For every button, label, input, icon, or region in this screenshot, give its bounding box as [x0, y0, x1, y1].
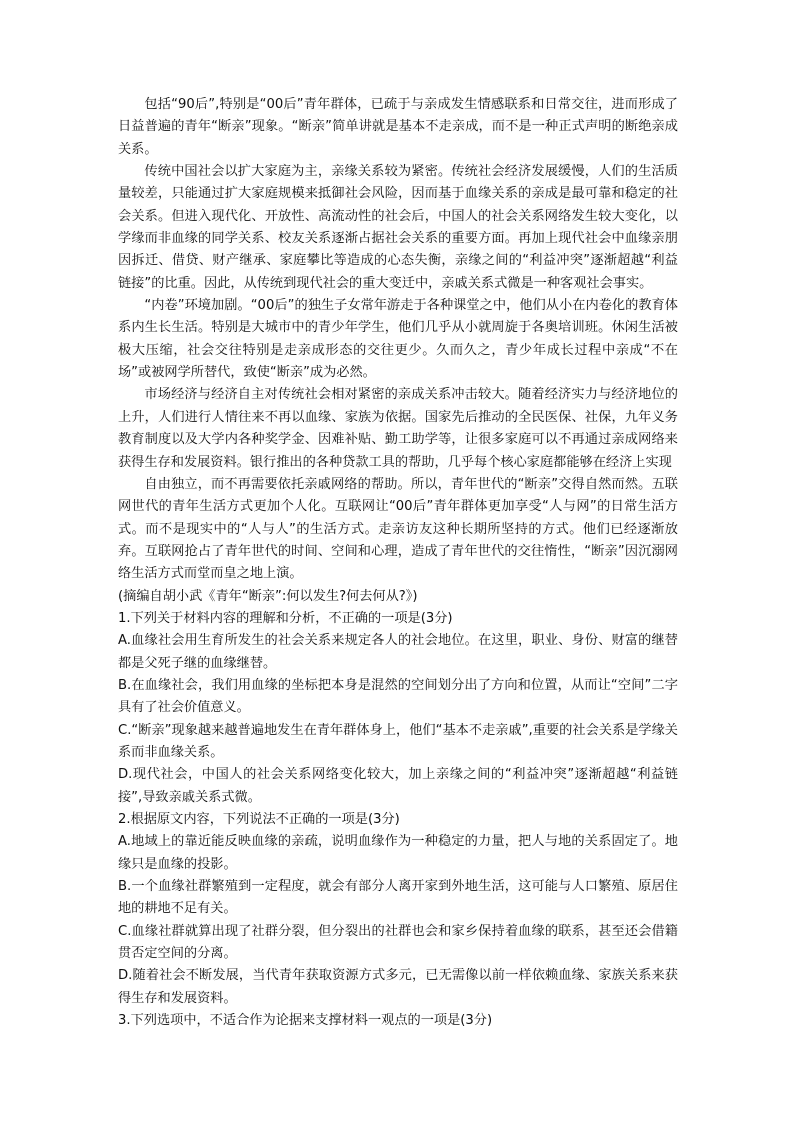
article-paragraph-3: “内卷”环境加剧。“00后”的独生子女常年游走于各种课堂之中，他们从小在内卷化的教育体系内生长生活。特别是大城市中的青少年学生，他们几乎从小就周旋于各奥培训班。休闲生活被极大压缩，社会交往特别是走亲成形态的交往更少。久而久之，青少年成长过程中亲成“不在场”或被网学所替代，致使“断亲”成为必然。 [118, 298, 678, 381]
article-paragraph-2: 传统中国社会以扩大家庭为主，亲缘关系较为紧密。传统社会经济发展缓慢，人们的生活质量较差，只能通过扩大家庭规模来抵御社会风险，因而基于血缘关系的亲成是最可靠和稳定的社会关系。但进入现代化、开放性、高流动性的社会后，中国人的社会关系网络发生较大变化，以学缘而非血缘的同学关系、校友关系逐渐占据社会关系的重要方面。再加上现代社会中血缘亲朋因拆迁、借贷、财产继承、家庭攀比等造成的心态失衡，亲缘之间的“利益冲突”逐渐超越“利益链接”的比重。因此，从传统到现代社会的重大变迁中，亲戚关系式微是一种客观社会事实。 [118, 164, 678, 291]
question-2-option-d: D.随着社会不断发展，当代青年获取资源方式多元，已无需像以前一样依赖血缘、家族关系来获得生存和发展资料。 [118, 968, 678, 1006]
question-1-option-a: A.血缘社会用生育所发生的社会关系来规定各人的社会地位。在这里，职业、身份、财富的继替都是父死子继的血缘继替。 [118, 633, 678, 671]
question-3-stem: 3.下列选项中，不适合作为论据来支撑材料一观点的一项是(3分) [118, 1013, 493, 1029]
question-1-stem: 1.下列关于材料内容的理解和分析，不正确的一项是(3分) [118, 610, 453, 626]
article-paragraph-1: 包括“90后”,特别是“00后”青年群体，已疏于与亲成发生情感联系和日常交往，进而形成了日益普遍的青年“断亲”现象。“断亲”简单讲就是基本不走亲成，而不是一种正式声明的断绝亲成关系。 [118, 97, 678, 157]
document-page [118, 94, 678, 1032]
article-paragraph-5: 自由独立，而不再需要依托亲戚网络的帮助。所以，青年世代的“断亲”交得自然而然。五联网世代的青年生活方式更加个人化。互联网让“00后”青年群体更加享受“人与网”的日常生活方式。而不是现实中的“人与人”的生活方式。走亲访友这种长期所坚持的方式。他们已经逐渐放弃。互联网抢占了青年世代的时间、空间和心理，造成了青年世代的交往惰性，“断亲”因沉溺网络生活方式而堂而皇之地上演。 [118, 476, 678, 582]
question-2-option-b: B.一个血缘社群繁殖到一定程度，就会有部分人离开家到外地生活，这可能与人口繁殖、原居住地的耕地不足有关。 [118, 879, 678, 917]
question-1-option-c: C.“断亲”现象越来越普遍地发生在青年群体身上，他们“基本不走亲戚”,重要的社会关系是学缘关系而非血缘关系。 [118, 722, 678, 760]
question-1-option-b: B.在血缘社会，我们用血缘的坐标把本身是混然的空间划分出了方向和位置，从而让“空间”二字具有了社会价值意义。 [118, 677, 678, 716]
question-2-stem: 2.根据原文内容，下列说法不正确的一项是(3分) [118, 812, 400, 827]
question-2-option-c: C.血缘社群就算出现了社群分裂，但分裂出的社群也会和家乡保持着血缘的联系，甚至还会借籍贯否定空间的分离。 [118, 923, 678, 962]
question-1-option-d: D.现代社会，中国人的社会关系网络变化较大，加上亲缘之间的“利益冲突”逐渐超越“利益链接”,导致亲戚关系式微。 [118, 767, 678, 805]
article-source: (摘编自胡小武《青年“断亲”:何以发生?何去何从?》) [118, 588, 418, 604]
question-2-option-a: A.地域上的靠近能反映血缘的亲疏，说明血缘作为一种稳定的力量，把人与地的关系固定了。地缘只是血缘的投影。 [118, 834, 678, 872]
article-paragraph-4: 市场经济与经济自主对传统社会相对紧密的亲成关系冲击较大。随着经济实力与经济地位的上升，人们进行人情往来不再以血缘、家族为依据。国家先后推动的全民医保、社保，九年义务教育制度以及大学内各种奖学金、因难补贴、勤工助学等，让很多家庭可以不再通过亲成网络来获得生存和发展资料。银行推出的各种贷款工具的帮助，几乎每个核心家庭都能够在经济上实现 [118, 387, 678, 470]
